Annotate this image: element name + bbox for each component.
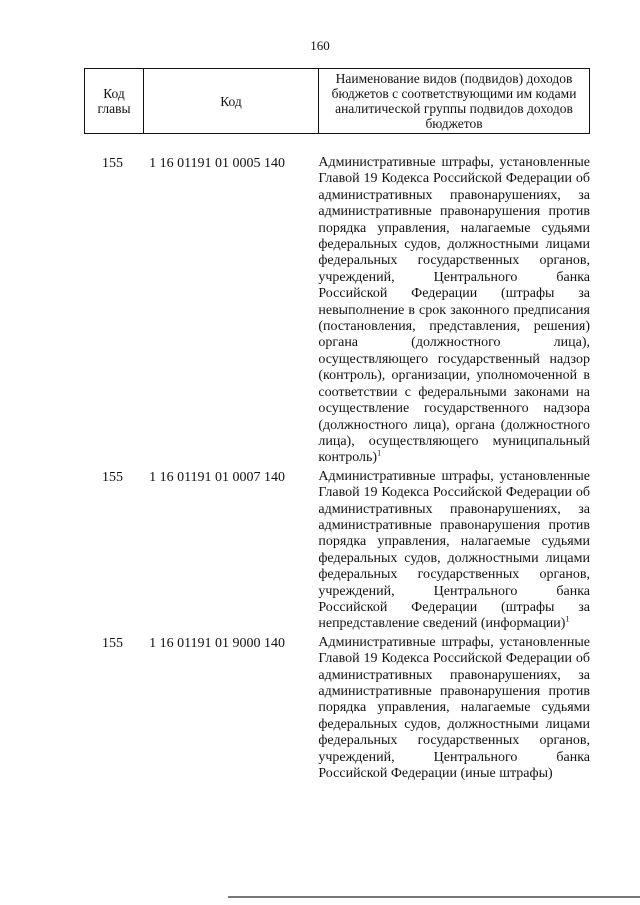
table-row (84, 155, 590, 467)
name-cell (318, 469, 590, 633)
name-cell (318, 155, 590, 467)
chapter-code-cell: 155 (102, 469, 124, 485)
header-code: Код (144, 69, 319, 134)
code-cell: 1 16 01191 01 0005 140 (149, 156, 286, 171)
table-row (84, 469, 590, 633)
code-cell: 1 16 01191 01 9000 140 (149, 635, 286, 651)
name-text: Административные штрафы, установленные Главой 19 Кодекса Российской Федерации об административных правонарушениях, за административные правонарушения против порядка управления, налагаемые судьями федеральных судов, должностными лицами федеральных государственных органов, учреждений, Центрального банка Российской Федерации (штрафы за невыполнение в срок законного предписания (постановления, представления, решения) органа (должностного лица), осуществляющего государственный надзор (контроль), организации, уполномоченной в соответствии с федеральными законами на осуществление государственного надзора (должностного лица), органа (должностного лица), осуществляющего муниципальный контроль) (318, 155, 590, 466)
name-text: Административные штрафы, установленные Главой 19 Кодекса Российской Федерации об административных правонарушениях, за административные правонарушения против порядка управления, налагаемые судьями федеральных судов, должностными лицами федеральных государственных органов, учреждений, Центрального банка Российской Федерации (иные штрафы) (318, 634, 590, 782)
header-chapter-code: Код главы (85, 69, 144, 134)
chapter-code-cell: 155 (102, 635, 124, 651)
header-row (85, 69, 590, 134)
bottom-rule (228, 896, 640, 898)
code-cell: 1 16 01191 01 0007 140 (149, 469, 286, 485)
footnote-mark: 1 (565, 614, 570, 624)
table-row (84, 635, 590, 783)
name-text: Административные штрафы, установленные Главой 19 Кодекса Российской Федерации об административных правонарушениях, за административные правонарушения против порядка управления, налагаемые судьями федеральных судов, должностными лицами федеральных государственных органов, учреждений, Центрального банка Российской Федерации (штрафы за непредставление сведений (информации) (318, 468, 590, 632)
header-name: Наименование видов (подвидов) доходов бюджетов с соответствующими им кодами аналитической группы подвидов доходов бюджетов (319, 69, 590, 134)
table-header (84, 68, 590, 134)
table-body (84, 155, 590, 784)
name-cell (318, 635, 590, 783)
footnote-mark: 1 (377, 448, 382, 458)
page-number: 160 (310, 38, 330, 53)
chapter-code-cell: 155 (102, 156, 124, 171)
